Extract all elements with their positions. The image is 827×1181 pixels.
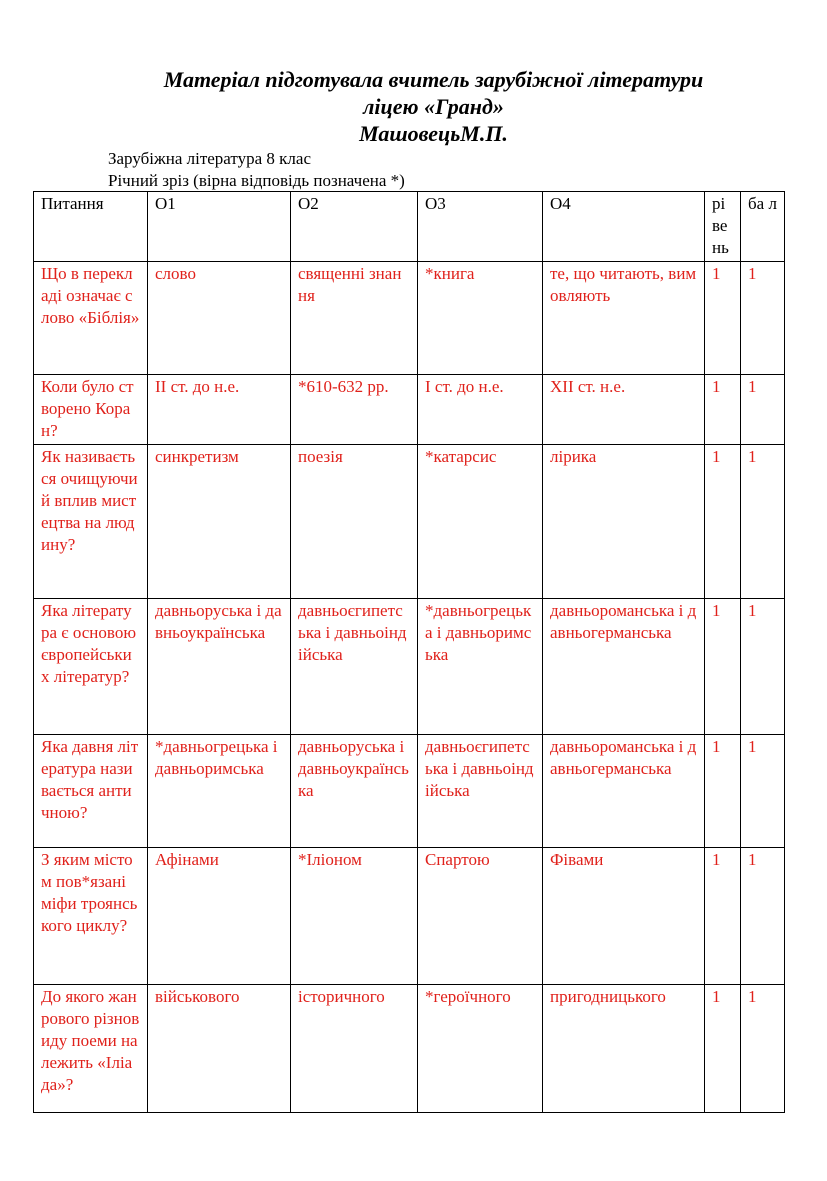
option-1-cell: *давньогрецька і давньоримська — [148, 735, 291, 848]
level-cell: 1 — [705, 848, 741, 985]
level-cell: 1 — [705, 985, 741, 1113]
option-4-cell: Фівами — [543, 848, 705, 985]
option-1-cell: синкретизм — [148, 445, 291, 599]
option-3-cell: *книга — [418, 262, 543, 375]
option-3-cell: *катарсис — [418, 445, 543, 599]
points-cell: 1 — [741, 985, 785, 1113]
level-cell: 1 — [705, 262, 741, 375]
question-cell: З яким містом пов*язані міфи троянського циклу? — [34, 848, 148, 985]
option-3-cell: І ст. до н.е. — [418, 375, 543, 445]
table-row — [34, 375, 785, 445]
option-2-cell: *Іліоном — [291, 848, 418, 985]
points-cell: 1 — [741, 262, 785, 375]
points-cell: 1 — [741, 375, 785, 445]
col-header-option-4: О4 — [543, 192, 705, 262]
option-4-cell: давньороманська і давньогерманська — [543, 735, 705, 848]
level-cell: 1 — [705, 599, 741, 735]
option-4-cell: пригодницького — [543, 985, 705, 1113]
option-3-cell: *героїчного — [418, 985, 543, 1113]
col-header-option-3: О3 — [418, 192, 543, 262]
option-1-cell: слово — [148, 262, 291, 375]
col-header-option-2: О2 — [291, 192, 418, 262]
level-cell: 1 — [705, 445, 741, 599]
option-1-cell: військового — [148, 985, 291, 1113]
option-4-cell: лірика — [543, 445, 705, 599]
question-cell: Яка давня література називається античною? — [34, 735, 148, 848]
question-cell: Коли було створено Коран? — [34, 375, 148, 445]
question-cell: До якого жанрового різновиду поеми належить «Іліада»? — [34, 985, 148, 1113]
table-row — [34, 599, 785, 735]
level-cell: 1 — [705, 735, 741, 848]
col-header-option-1: О1 — [148, 192, 291, 262]
option-2-cell: давньоєгипетська і давньоіндійська — [291, 599, 418, 735]
subject-line: Зарубіжна література 8 клас — [108, 149, 311, 168]
option-3-cell: давньоєгипетська і давньоіндійська — [418, 735, 543, 848]
quiz-table — [33, 191, 785, 1113]
title-line-3: МашовецьМ.П. — [359, 121, 508, 146]
title-line-1: Матеріал підготувала вчитель зарубіжної літератури — [163, 67, 704, 92]
option-1-cell: Афінами — [148, 848, 291, 985]
option-1-cell: ІІ ст. до н.е. — [148, 375, 291, 445]
question-cell: Яка література є основою європейських літератур? — [34, 599, 148, 735]
question-cell: Що в перекладі означає слово «Біблія» — [34, 262, 148, 375]
level-cell: 1 — [705, 375, 741, 445]
points-cell: 1 — [741, 848, 785, 985]
points-cell: 1 — [741, 445, 785, 599]
table-row — [34, 735, 785, 848]
col-header-question: Питання — [34, 192, 148, 262]
option-1-cell: давньоруська і давньоукраїнська — [148, 599, 291, 735]
option-4-cell: ХІІ ст. н.е. — [543, 375, 705, 445]
table-row — [34, 262, 785, 375]
option-2-cell: священні знання — [291, 262, 418, 375]
title-line-2: ліцею «Гранд» — [363, 94, 504, 119]
question-cell: Як називається очищуючий вплив мистецтва на людину? — [34, 445, 148, 599]
option-2-cell: поезія — [291, 445, 418, 599]
col-header-points: ба л — [741, 192, 785, 262]
exam-line: Річний зріз (вірна відповідь позначена *) — [108, 171, 405, 190]
points-cell: 1 — [741, 735, 785, 848]
document-title — [0, 66, 827, 147]
points-cell: 1 — [741, 599, 785, 735]
table-row — [34, 985, 785, 1113]
table-row — [34, 445, 785, 599]
table-header-row — [34, 192, 785, 262]
option-3-cell: Спартою — [418, 848, 543, 985]
option-2-cell: *610-632 рр. — [291, 375, 418, 445]
option-2-cell: історичного — [291, 985, 418, 1113]
option-4-cell: давньороманська і давньогерманська — [543, 599, 705, 735]
option-3-cell: *давньогрецька і давньоримська — [418, 599, 543, 735]
col-header-level: рі ве нь — [705, 192, 741, 262]
option-4-cell: те, що читають, вимовляють — [543, 262, 705, 375]
table-row — [34, 848, 785, 985]
option-2-cell: давньоруська і давньоукраїнська — [291, 735, 418, 848]
